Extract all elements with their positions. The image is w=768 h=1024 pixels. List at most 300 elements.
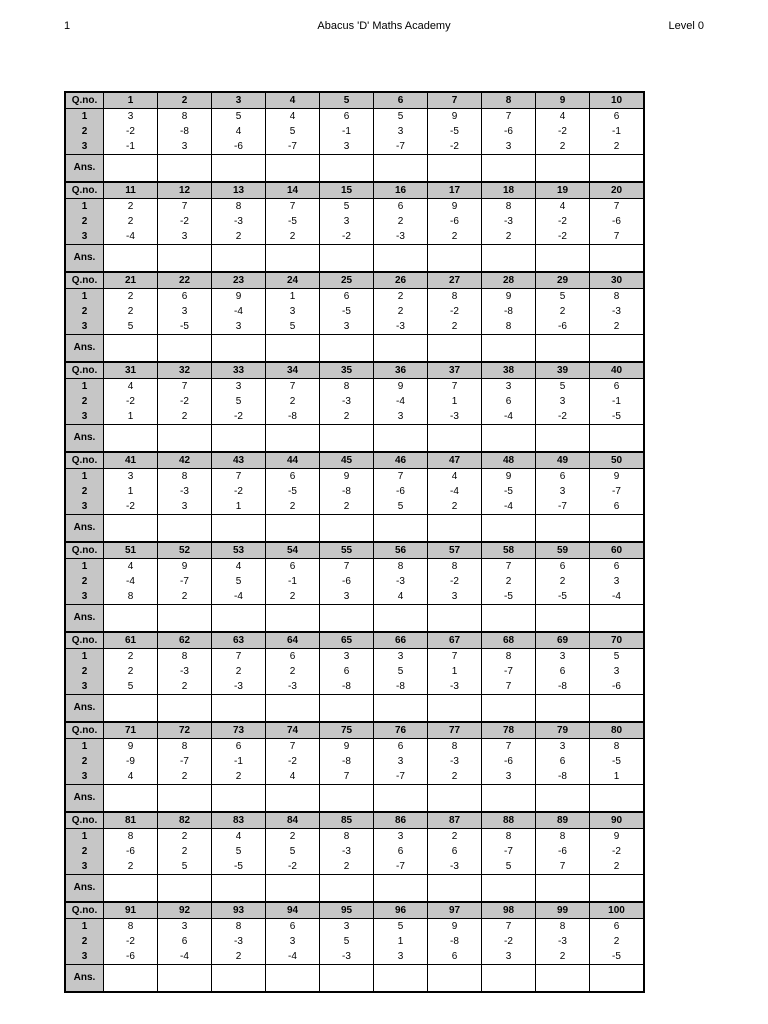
value-cell: -3 [482, 214, 536, 229]
answer-cell[interactable] [428, 245, 482, 273]
value-cell: 7 [482, 739, 536, 755]
value-row-1 [65, 199, 644, 215]
value-cell: 2 [266, 589, 320, 605]
ans-label: Ans. [65, 515, 104, 543]
value-cell: 2 [158, 409, 212, 425]
value-cell: -6 [536, 844, 590, 859]
value-row-2 [65, 124, 644, 139]
answer-cell[interactable] [104, 335, 158, 363]
answer-cell[interactable] [590, 245, 645, 273]
row-label: 1 [65, 289, 104, 305]
value-cell: 9 [428, 919, 482, 935]
answer-row [65, 605, 644, 633]
answer-cell[interactable] [590, 965, 645, 993]
ans-label: Ans. [65, 155, 104, 183]
answer-cell[interactable] [428, 965, 482, 993]
value-cell: 7 [266, 379, 320, 395]
question-number-cell: 75 [320, 722, 374, 739]
question-number-cell: 59 [536, 542, 590, 559]
value-cell: 6 [428, 844, 482, 859]
value-cell: 8 [590, 739, 645, 755]
answer-cell[interactable] [482, 335, 536, 363]
answer-cell[interactable] [536, 425, 590, 453]
value-row-2 [65, 664, 644, 679]
answer-cell[interactable] [104, 425, 158, 453]
value-cell: 5 [266, 319, 320, 335]
value-cell: -2 [266, 859, 320, 875]
value-cell: 6 [320, 664, 374, 679]
value-cell: 2 [104, 664, 158, 679]
question-number-cell: 67 [428, 632, 482, 649]
value-cell: -3 [428, 754, 482, 769]
value-cell: 6 [266, 469, 320, 485]
value-cell: 9 [320, 739, 374, 755]
answer-cell[interactable] [482, 785, 536, 813]
value-cell: -2 [536, 229, 590, 245]
answer-cell[interactable] [320, 425, 374, 453]
value-cell: 5 [374, 664, 428, 679]
answer-cell[interactable] [536, 245, 590, 273]
value-cell: 6 [320, 289, 374, 305]
value-cell: -8 [266, 409, 320, 425]
value-cell: -5 [320, 304, 374, 319]
value-cell: -1 [590, 394, 645, 409]
value-cell: 2 [266, 499, 320, 515]
answer-cell[interactable] [482, 605, 536, 633]
value-row-2 [65, 934, 644, 949]
value-cell: -4 [158, 949, 212, 965]
answer-cell[interactable] [158, 155, 212, 183]
answer-cell[interactable] [320, 875, 374, 903]
value-cell: -7 [482, 664, 536, 679]
answer-cell[interactable] [428, 335, 482, 363]
value-cell: 3 [212, 319, 266, 335]
value-cell: 5 [536, 289, 590, 305]
question-number-cell: 31 [104, 362, 158, 379]
value-cell: -7 [158, 574, 212, 589]
answer-cell[interactable] [104, 605, 158, 633]
answer-cell[interactable] [374, 695, 428, 723]
value-cell: 7 [212, 649, 266, 665]
value-cell: -6 [482, 754, 536, 769]
row-label: 1 [65, 829, 104, 845]
answer-cell[interactable] [482, 425, 536, 453]
answer-cell[interactable] [590, 155, 645, 183]
value-cell: 2 [374, 289, 428, 305]
answer-cell[interactable] [374, 155, 428, 183]
answer-cell[interactable] [428, 785, 482, 813]
value-cell: 6 [536, 664, 590, 679]
row-label: 1 [65, 199, 104, 215]
question-number-row [65, 812, 644, 829]
value-cell: -2 [266, 754, 320, 769]
answer-cell[interactable] [536, 335, 590, 363]
answer-cell[interactable] [266, 515, 320, 543]
value-cell: 1 [374, 934, 428, 949]
answer-cell[interactable] [212, 785, 266, 813]
value-cell: -2 [482, 934, 536, 949]
answer-cell[interactable] [428, 425, 482, 453]
value-cell: 2 [158, 844, 212, 859]
question-number-cell: 97 [428, 902, 482, 919]
question-number-cell: 35 [320, 362, 374, 379]
value-cell: 6 [590, 379, 645, 395]
value-cell: -7 [374, 139, 428, 155]
value-cell: 9 [320, 469, 374, 485]
value-cell: 8 [428, 739, 482, 755]
answer-cell[interactable] [104, 785, 158, 813]
value-cell: -8 [320, 679, 374, 695]
value-cell: -8 [320, 484, 374, 499]
value-cell: 8 [482, 829, 536, 845]
value-cell: 6 [158, 934, 212, 949]
answer-cell[interactable] [536, 515, 590, 543]
answer-cell[interactable] [482, 245, 536, 273]
value-cell: 8 [374, 559, 428, 575]
answer-cell[interactable] [320, 335, 374, 363]
value-cell: 8 [536, 829, 590, 845]
answer-cell[interactable] [104, 515, 158, 543]
value-cell: 6 [374, 199, 428, 215]
question-number-cell: 52 [158, 542, 212, 559]
question-number-cell: 32 [158, 362, 212, 379]
value-cell: -3 [374, 229, 428, 245]
question-number-cell: 6 [374, 92, 428, 109]
value-cell: -4 [428, 484, 482, 499]
value-cell: -5 [212, 859, 266, 875]
row-label: 2 [65, 664, 104, 679]
value-cell: 2 [266, 829, 320, 845]
answer-cell[interactable] [374, 515, 428, 543]
value-cell: 2 [536, 139, 590, 155]
answer-cell[interactable] [320, 605, 374, 633]
answer-cell[interactable] [212, 155, 266, 183]
value-cell: 9 [482, 469, 536, 485]
row-label: 1 [65, 919, 104, 935]
answer-cell[interactable] [590, 515, 645, 543]
question-number-cell: 45 [320, 452, 374, 469]
answer-cell[interactable] [536, 155, 590, 183]
answer-cell[interactable] [266, 425, 320, 453]
value-cell: 5 [536, 379, 590, 395]
value-cell: 3 [158, 304, 212, 319]
answer-cell[interactable] [320, 695, 374, 723]
answer-cell[interactable] [266, 335, 320, 363]
qno-label: Q.no. [65, 272, 104, 289]
answer-cell[interactable] [266, 695, 320, 723]
qno-label: Q.no. [65, 362, 104, 379]
answer-cell[interactable] [428, 695, 482, 723]
question-number-cell: 58 [482, 542, 536, 559]
answer-cell[interactable] [374, 875, 428, 903]
answer-cell[interactable] [266, 155, 320, 183]
value-cell: 7 [482, 919, 536, 935]
ans-label: Ans. [65, 965, 104, 993]
value-row-1 [65, 559, 644, 575]
ans-label: Ans. [65, 245, 104, 273]
answer-cell[interactable] [104, 245, 158, 273]
value-cell: -1 [212, 754, 266, 769]
answer-cell[interactable] [482, 515, 536, 543]
value-row-1 [65, 109, 644, 125]
answer-cell[interactable] [590, 425, 645, 453]
value-cell: 5 [374, 919, 428, 935]
question-number-cell: 24 [266, 272, 320, 289]
value-cell: 9 [374, 379, 428, 395]
value-cell: 4 [266, 769, 320, 785]
value-cell: 1 [590, 769, 645, 785]
answer-cell[interactable] [320, 965, 374, 993]
value-cell: 2 [428, 829, 482, 845]
value-cell: 4 [212, 829, 266, 845]
answer-cell[interactable] [266, 875, 320, 903]
value-cell: 3 [374, 829, 428, 845]
answer-cell[interactable] [536, 785, 590, 813]
answer-cell[interactable] [374, 335, 428, 363]
value-cell: -3 [212, 214, 266, 229]
value-cell: 2 [104, 214, 158, 229]
answer-row [65, 785, 644, 813]
answer-cell[interactable] [482, 965, 536, 993]
answer-cell[interactable] [482, 695, 536, 723]
answer-cell[interactable] [158, 425, 212, 453]
question-number-cell: 84 [266, 812, 320, 829]
answer-cell[interactable] [374, 245, 428, 273]
answer-cell[interactable] [428, 515, 482, 543]
value-cell: 2 [212, 664, 266, 679]
answer-cell[interactable] [536, 695, 590, 723]
question-number-cell: 46 [374, 452, 428, 469]
answer-cell[interactable] [320, 155, 374, 183]
value-cell: -2 [212, 409, 266, 425]
question-number-cell: 93 [212, 902, 266, 919]
answer-cell[interactable] [158, 605, 212, 633]
question-number-cell: 23 [212, 272, 266, 289]
row-label: 2 [65, 574, 104, 589]
answer-cell[interactable] [158, 875, 212, 903]
answer-cell[interactable] [212, 875, 266, 903]
value-cell: 9 [212, 289, 266, 305]
value-cell: 7 [536, 859, 590, 875]
value-cell: 2 [266, 394, 320, 409]
answer-cell[interactable] [266, 785, 320, 813]
answer-cell[interactable] [374, 605, 428, 633]
row-label: 3 [65, 139, 104, 155]
answer-cell[interactable] [320, 515, 374, 543]
value-row-2 [65, 484, 644, 499]
value-cell: 6 [428, 949, 482, 965]
answer-cell[interactable] [374, 785, 428, 813]
question-number-cell: 91 [104, 902, 158, 919]
answer-cell[interactable] [428, 605, 482, 633]
row-label: 3 [65, 589, 104, 605]
answer-cell[interactable] [104, 965, 158, 993]
value-cell: 2 [104, 199, 158, 215]
answer-cell[interactable] [320, 245, 374, 273]
answer-cell[interactable] [428, 155, 482, 183]
answer-cell[interactable] [212, 695, 266, 723]
value-cell: 4 [536, 109, 590, 125]
row-label: 2 [65, 394, 104, 409]
value-cell: 2 [536, 949, 590, 965]
value-cell: 9 [590, 829, 645, 845]
answer-cell[interactable] [590, 875, 645, 903]
answer-cell[interactable] [212, 245, 266, 273]
value-cell: 8 [482, 649, 536, 665]
answer-cell[interactable] [428, 875, 482, 903]
value-row-3 [65, 409, 644, 425]
value-cell: -3 [158, 484, 212, 499]
value-cell: 6 [482, 394, 536, 409]
value-cell: 8 [158, 109, 212, 125]
value-cell: 6 [266, 919, 320, 935]
row-label: 2 [65, 484, 104, 499]
row-label: 2 [65, 844, 104, 859]
value-cell: -2 [104, 499, 158, 515]
answer-cell[interactable] [158, 245, 212, 273]
answer-row [65, 695, 644, 723]
value-cell: 8 [590, 289, 645, 305]
value-cell: 4 [104, 559, 158, 575]
answer-cell[interactable] [212, 605, 266, 633]
row-label: 2 [65, 934, 104, 949]
question-number-row [65, 272, 644, 289]
value-cell: -2 [590, 844, 645, 859]
answer-cell[interactable] [158, 695, 212, 723]
value-row-2 [65, 574, 644, 589]
value-cell: 9 [158, 559, 212, 575]
answer-cell[interactable] [212, 965, 266, 993]
value-row-3 [65, 949, 644, 965]
question-number-cell: 65 [320, 632, 374, 649]
value-cell: 9 [428, 199, 482, 215]
value-cell: 8 [482, 319, 536, 335]
ans-label: Ans. [65, 605, 104, 633]
answer-cell[interactable] [374, 425, 428, 453]
answer-cell[interactable] [536, 875, 590, 903]
value-cell: 3 [482, 769, 536, 785]
value-cell: -3 [374, 574, 428, 589]
answer-cell[interactable] [482, 875, 536, 903]
value-cell: -8 [374, 679, 428, 695]
answer-cell[interactable] [482, 155, 536, 183]
value-cell: 2 [320, 409, 374, 425]
value-cell: 3 [104, 469, 158, 485]
value-cell: 6 [590, 919, 645, 935]
value-cell: -2 [212, 484, 266, 499]
question-number-cell: 63 [212, 632, 266, 649]
answer-cell[interactable] [320, 785, 374, 813]
answer-cell[interactable] [158, 965, 212, 993]
value-row-3 [65, 769, 644, 785]
answer-cell[interactable] [158, 515, 212, 543]
value-cell: 3 [320, 139, 374, 155]
value-cell: -3 [590, 304, 645, 319]
question-number-cell: 70 [590, 632, 645, 649]
answer-cell[interactable] [536, 965, 590, 993]
value-row-1 [65, 829, 644, 845]
question-number-cell: 83 [212, 812, 266, 829]
value-cell: 3 [482, 379, 536, 395]
value-cell: 6 [212, 739, 266, 755]
value-cell: 7 [320, 769, 374, 785]
value-cell: 2 [212, 769, 266, 785]
answer-cell[interactable] [104, 695, 158, 723]
value-cell: 8 [428, 559, 482, 575]
question-number-cell: 56 [374, 542, 428, 559]
answer-cell[interactable] [266, 245, 320, 273]
row-label: 1 [65, 559, 104, 575]
ans-label: Ans. [65, 695, 104, 723]
answer-cell[interactable] [104, 155, 158, 183]
value-cell: -3 [212, 934, 266, 949]
value-cell: 2 [590, 934, 645, 949]
value-cell: 7 [158, 379, 212, 395]
answer-cell[interactable] [266, 965, 320, 993]
value-cell: 3 [428, 589, 482, 605]
value-cell: 5 [320, 934, 374, 949]
question-number-cell: 85 [320, 812, 374, 829]
value-cell: 2 [104, 649, 158, 665]
answer-cell[interactable] [590, 695, 645, 723]
row-label: 2 [65, 124, 104, 139]
page-number: 1 [64, 20, 71, 32]
page-title: Abacus 'D' Maths Academy [317, 20, 451, 32]
answer-cell[interactable] [590, 335, 645, 363]
answer-row [65, 155, 644, 183]
question-number-cell: 87 [428, 812, 482, 829]
value-cell: -2 [536, 214, 590, 229]
value-cell: 6 [536, 754, 590, 769]
answer-cell[interactable] [212, 335, 266, 363]
question-number-cell: 4 [266, 92, 320, 109]
answer-cell[interactable] [590, 785, 645, 813]
answer-cell[interactable] [212, 425, 266, 453]
answer-cell[interactable] [158, 335, 212, 363]
answer-cell[interactable] [212, 515, 266, 543]
value-cell: -6 [320, 574, 374, 589]
value-cell: -6 [374, 484, 428, 499]
question-number-cell: 68 [482, 632, 536, 649]
answer-cell[interactable] [158, 785, 212, 813]
answer-cell[interactable] [266, 605, 320, 633]
value-cell: 6 [266, 559, 320, 575]
value-cell: -3 [374, 319, 428, 335]
answer-cell[interactable] [104, 875, 158, 903]
question-number-cell: 90 [590, 812, 645, 829]
value-cell: -1 [104, 139, 158, 155]
value-cell: 5 [212, 109, 266, 125]
value-cell: 3 [536, 484, 590, 499]
question-number-cell: 66 [374, 632, 428, 649]
answer-row [65, 245, 644, 273]
question-number-cell: 89 [536, 812, 590, 829]
value-row-1 [65, 469, 644, 485]
question-number-cell: 73 [212, 722, 266, 739]
value-cell: 4 [536, 199, 590, 215]
answer-cell[interactable] [536, 605, 590, 633]
question-number-cell: 17 [428, 182, 482, 199]
question-number-cell: 13 [212, 182, 266, 199]
answer-cell[interactable] [374, 965, 428, 993]
value-cell: -2 [320, 229, 374, 245]
question-number-cell: 79 [536, 722, 590, 739]
value-cell: 9 [482, 289, 536, 305]
answer-row [65, 965, 644, 993]
value-cell: 6 [590, 109, 645, 125]
value-cell: 2 [536, 574, 590, 589]
answer-cell[interactable] [590, 605, 645, 633]
